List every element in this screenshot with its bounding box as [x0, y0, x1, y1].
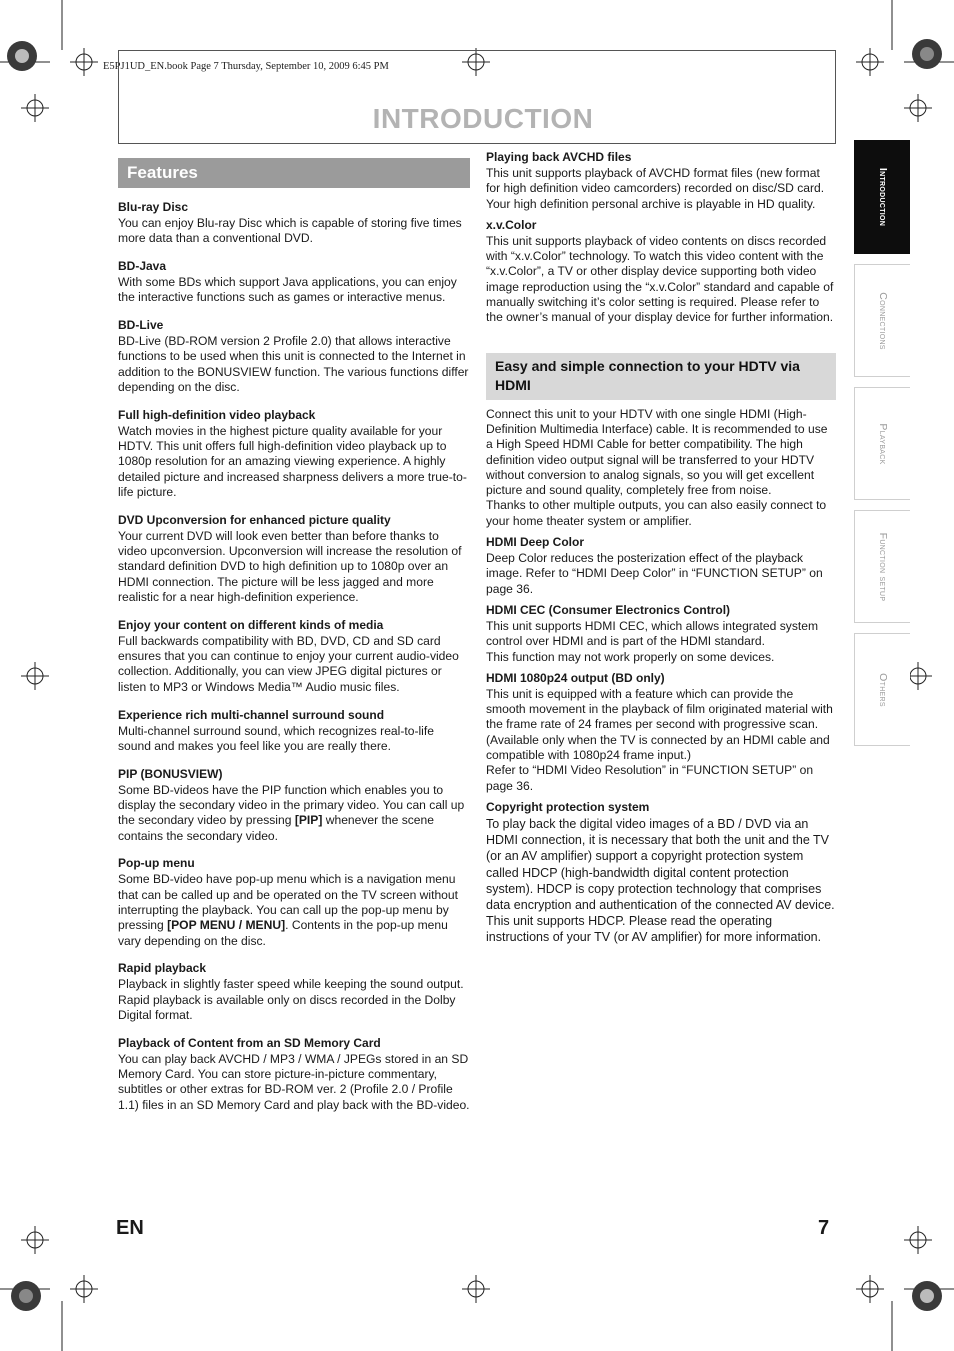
tab-label: Introduction	[876, 167, 889, 227]
feature-title: Pop-up menu	[118, 856, 195, 871]
feature-item	[118, 513, 470, 605]
feature-item	[118, 1036, 470, 1113]
book-header: E5PJ1UD_EN.book Page 7 Thursday, September 10, 2009 6:45 PM	[103, 61, 389, 72]
tab-connections[interactable]	[854, 264, 910, 377]
hdmi-intro	[486, 407, 836, 529]
feature-item	[486, 218, 836, 326]
feature-title: Playing back AVCHD files	[486, 150, 632, 164]
feature-body: Watch movies in the highest picture quality available for your HDTV. This unit offers full high-definition video playback up to 1080p resolution for an amazing viewing experience. A highly detailed picture and increased sharpness delivers a more true-to-life picture.	[118, 423, 467, 500]
feature-body: You can play back AVCHD / MP3 / WMA / JPEGs stored in an SD Memory Card. You can store picture-in-picture commentary, subtitles or other extras for BD-ROM ver. 2 (Profile 2.0 / Profile 1.1) files in an SD Memory Card and play back with the BD-video.	[118, 1051, 470, 1112]
tab-introduction[interactable]	[854, 140, 910, 254]
left-column	[118, 158, 470, 1125]
feature-body: Deep Color reduces the posterization effect of the playback image. Refer to “HDMI Deep Color” in “FUNCTION SETUP” on page 36.	[486, 551, 823, 596]
tab-label: Others	[876, 672, 889, 707]
language-label: EN	[116, 1217, 144, 1239]
feature-body: To play back the digital video images of a BD / DVD via an HDMI connection, it is necessary that both the unit and the TV (or an AV amplifier) support a copyright protection system called HDCP (high-bandwidth digital content protection system). HDCP is copy protection technology that comprises data encryption and authentication of the connected AV device. This unit supports HDCP. Please read the operating instructions of your TV (or AV amplifier) for more information.	[486, 816, 835, 945]
feature-body: This unit supports playback of video contents on discs recorded with “x.v.Color” technology. To watch this video content with the “x.v.Color”, a TV or other display device supporting both video image reproduction using the “x.v.Color” standard and capable of manually switching it’s color setting is required. Please refer to the owner’s manual of your display device for further information.	[486, 233, 834, 325]
page-title: INTRODUCTION	[372, 103, 594, 134]
feature-title: Blu-ray Disc	[118, 200, 189, 214]
feature-title: BD-Java	[118, 259, 167, 274]
feature-title: Playback of Content from an SD Memory Card	[118, 1035, 381, 1050]
body-text: Some BD-videos have the PIP function which enables you to display the secondary video in the primary video. You can call up the secondary video by pressing	[118, 782, 465, 828]
feature-title: BD-Live	[118, 318, 164, 333]
intro-paragraph: Thanks to other multiple outputs, you can also easily connect to your home theater system or amplifier.	[486, 498, 827, 528]
feature-title: Copyright protection system	[486, 799, 650, 814]
tab-label: Function setup	[876, 532, 889, 601]
feature-item	[486, 671, 836, 794]
body-text: . Contents in the pop-up menu vary depending on the disc.	[118, 918, 448, 948]
feature-title: Experience rich multi-channel surround sound	[118, 707, 385, 722]
tab-label: Connections	[876, 291, 889, 350]
feature-item	[118, 200, 470, 247]
feature-title: Enjoy your content on different kinds of media	[118, 617, 384, 632]
feature-title: HDMI CEC (Consumer Electronics Control)	[486, 602, 731, 617]
feature-body: Refer to “HDMI Video Resolution” in “FUNCTION SETUP” on page 36.	[486, 763, 814, 793]
pop-menu-key-label: [POP MENU / MENU]	[167, 918, 286, 933]
pip-key-label: [PIP]	[294, 813, 323, 828]
hdmi-section-title: Easy and simple connection to your HDTV via HDMI	[486, 353, 836, 400]
feature-item	[118, 408, 470, 500]
feature-title: PIP (BONUSVIEW)	[118, 766, 223, 781]
feature-item	[118, 856, 470, 948]
feature-body: BD-Live (BD-ROM version 2 Profile 2.0) that allows interactive functions to be used when this unit is connected to the Internet in addition to the BONUSVIEW function. The various functions differ depending on the disc.	[118, 334, 469, 395]
feature-title: DVD Upconversion for enhanced picture quality	[118, 512, 391, 527]
feature-item	[118, 767, 470, 844]
feature-body	[118, 872, 470, 948]
feature-item	[486, 150, 836, 212]
feature-title: Full high-definition video playback	[118, 407, 316, 422]
feature-item	[486, 535, 836, 597]
tab-function-setup[interactable]	[854, 510, 910, 623]
tab-label: Playback	[876, 422, 889, 465]
feature-body: This function may not work properly on some devices.	[486, 649, 775, 664]
feature-body	[118, 783, 470, 844]
tab-playback[interactable]	[854, 387, 910, 500]
feature-body: Rapid playback is available only on discs recorded in the Dolby Digital format.	[118, 992, 456, 1022]
feature-item	[118, 618, 470, 695]
body-text: Some BD-video have pop-up menu which is a navigation menu that can be called up and be operated on the TV screen without interrupting the playback. You can call up the pop-up menu by pressing	[118, 872, 458, 933]
feature-item	[486, 603, 836, 665]
feature-body: This unit is equipped with a feature which can provide the smooth movement in the playback of film originated material with the frame rate of 24 frames per second with progressive scan. (Available only when the TV is connected by an HDMI cable and compatible with 1080p24 frame input.)	[486, 686, 833, 763]
feature-body: Multi-channel surround sound, which recognizes real-to-life sound and makes you feel like you are really there.	[118, 723, 434, 753]
feature-item	[118, 961, 470, 1023]
intro-paragraph: Connect this unit to your HDTV with one single HDMI (High-Definition Multimedia Interface) cable. It is recommended to use a High Speed HDMI Cable for better compatibility. The high definition video output signal will be transferred to your HDTV without conversion to analog signals, so you will get excellent picture and sound quality, completely free from noise.	[486, 406, 828, 498]
feature-body: Full backwards compatibility with BD, DVD, CD and SD card ensures that you can continue to enjoy your current audio-video collection. Additionally, you can view JPEG digital pictures or listen to MP3 or Windows Media™ Audio music files.	[118, 633, 459, 694]
page-number: 7	[818, 1217, 830, 1239]
feature-title: x.v.Color	[486, 217, 537, 232]
feature-item	[118, 259, 470, 306]
feature-body: This unit supports HDMI CEC, which allows integrated system control over HDMI and is part of the HDMI standard.	[486, 618, 819, 649]
feature-title: Rapid playback	[118, 961, 207, 976]
feature-body: This unit supports playback of AVCHD format files (new format for high definition video camcorders) recorded on disc/SD card. Your high definition personal archive is playable in HD quality.	[486, 166, 825, 211]
feature-body: You can enjoy Blu-ray Disc which is capable of storing five times more data than a conventional DVD.	[118, 216, 462, 246]
feature-item	[118, 318, 470, 395]
features-section-title: Features	[118, 158, 470, 188]
feature-title: HDMI 1080p24 output (BD only)	[486, 670, 665, 685]
feature-body: With some BDs which support Java applications, you can enjoy the interactive functions such as games or interactive menus.	[118, 275, 457, 305]
feature-body: Playback in slightly faster speed while keeping the sound output.	[118, 977, 464, 992]
body-text: whenever the scene contains the secondary video.	[118, 813, 434, 843]
tab-others[interactable]	[854, 633, 910, 746]
section-tabs	[854, 140, 910, 756]
feature-body: Your current DVD will look even better than before thanks to video upconversion. Upconversion will increase the resolution of standard definition DVD to high definition up to 1080p over an HDMI connection. The picture will be less jagged and more realistic for a near high-definition experience.	[118, 528, 462, 605]
right-column	[486, 150, 836, 952]
feature-item	[118, 708, 470, 755]
copyright-item	[486, 800, 836, 946]
feature-title: HDMI Deep Color	[486, 535, 585, 550]
